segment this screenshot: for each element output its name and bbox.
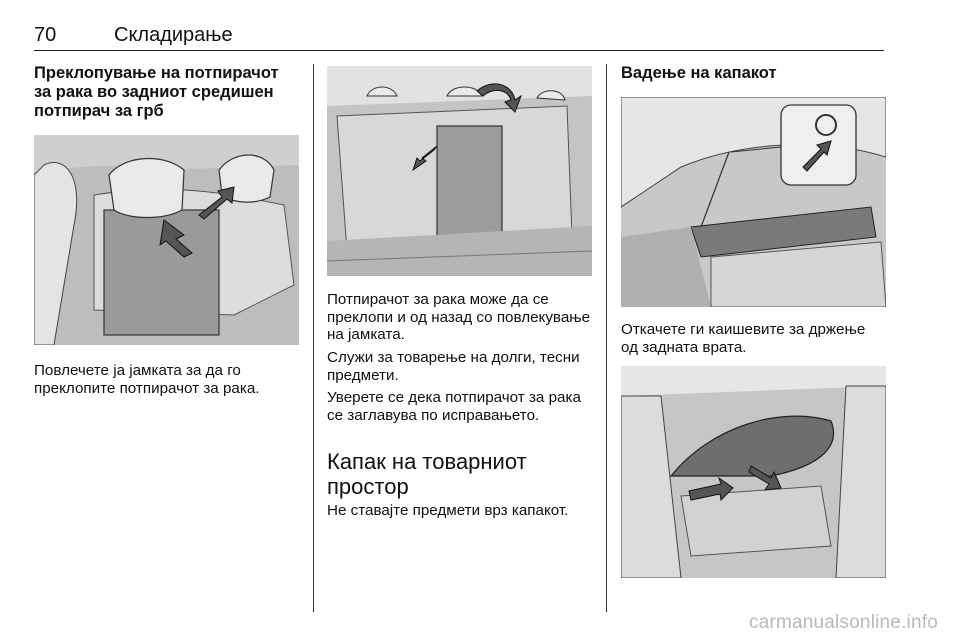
armrest-caption: Повлечете ја јамката за да го преклопите потпирачот за рака. xyxy=(34,362,260,397)
armrest-pull-illustration xyxy=(34,135,299,345)
page-number: 70 xyxy=(34,24,57,46)
long-items-text: Служи за товарење на долги, тесни предмети. xyxy=(327,349,580,384)
column-divider-right xyxy=(606,64,607,612)
watermark: carmanualsonline.info xyxy=(748,612,938,633)
cargo-cover-heading: Капак на товарниот простор xyxy=(327,449,527,499)
column-1 xyxy=(34,64,299,604)
column-2 xyxy=(327,64,592,604)
remove-cover-heading: Вадење на капакот xyxy=(621,64,777,82)
column-3 xyxy=(621,64,886,604)
unhook-straps-illustration xyxy=(621,97,886,307)
unhook-caption: Откачете ги каишевите за држење од задната врата. xyxy=(621,321,866,356)
armrest-heading: Преклопување на потпирачот за рака во задниот средишен потпирач за грб xyxy=(34,64,279,120)
armrest-rear-illustration xyxy=(327,66,592,276)
column-divider-left xyxy=(313,64,314,612)
rear-fold-text: Потпирачот за рака може да се преклопи и од назад со повлекување на јамката. xyxy=(327,291,591,343)
latch-check-text: Уверете се дека потпирачот за рака се заглавува по исправањето. xyxy=(327,389,581,424)
remove-cover-illustration xyxy=(621,366,886,578)
cargo-cover-warning: Не ставајте предмети врз капакот. xyxy=(327,502,569,519)
section-title: Складирање xyxy=(114,24,233,46)
page-header xyxy=(34,22,884,51)
